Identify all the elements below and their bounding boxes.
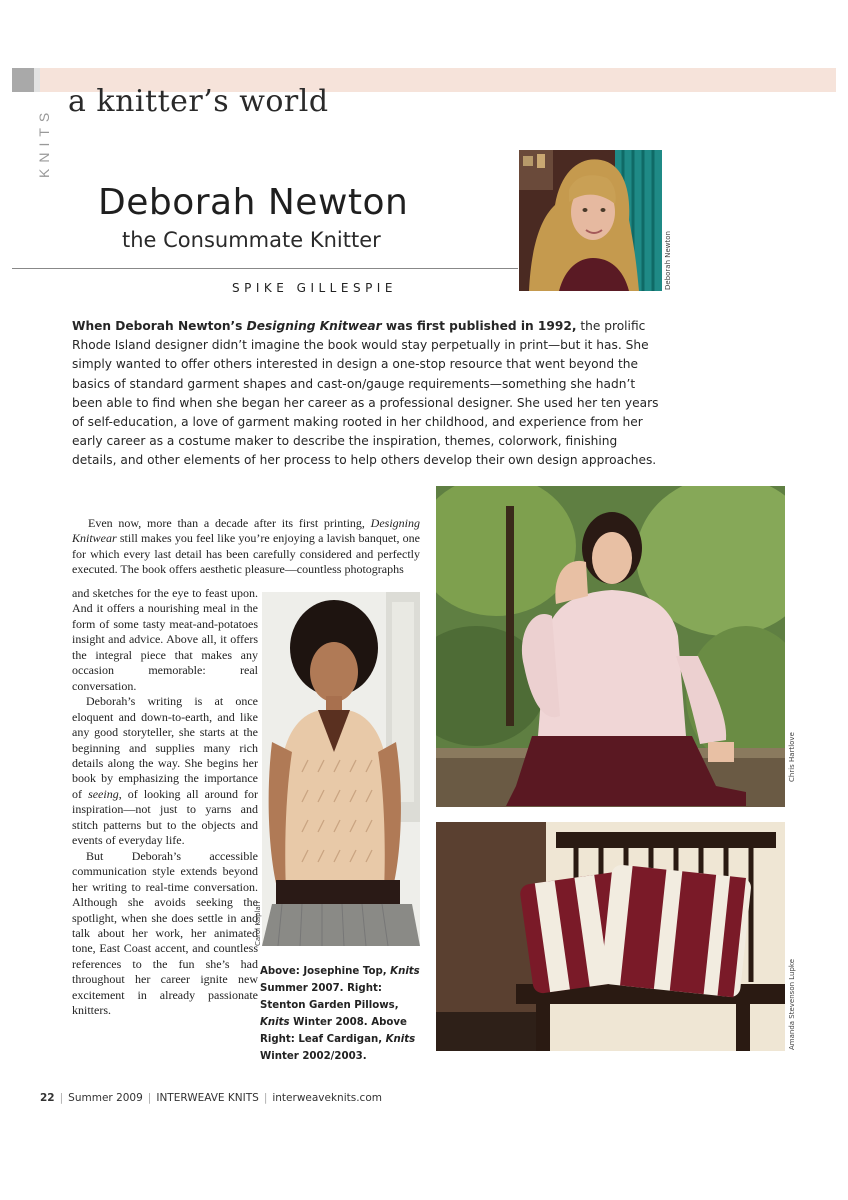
body-p1-b: still makes you feel like you’re enjoying a lavish banquet, one for which every last detail has been carefully considered and perfectly executed. The book offers aesthetic pleasure—countless photographs [72,531,420,577]
footer-separator: | [263,1092,268,1104]
leaf-cardigan-illustration [436,486,785,807]
title-divider [12,268,518,269]
body-p1-c: and sketches for the eye to feast upon. And it offers a nourishing meal in the form of some tasty meat-and-potatoes insight and advice. Above all, it offers the integral piece that makes any occasion memorable: real conversation. [72,586,258,693]
leaf-credit: Chris Hartlove [788,732,796,782]
caption-part-a: Above: Josephine Top, [260,966,391,977]
footer-magazine: INTERWEAVE KNITS [156,1092,259,1104]
photo-caption [260,963,428,1065]
body-p1-italic: Designing Knitwear [72,516,420,546]
caption-italic-b: Knits [260,1017,290,1028]
josephine-credit: Carol Kaplan [254,901,262,946]
body-p1-a: Even now, more than a decade after its first printing, [88,516,371,530]
footer-separator: | [147,1092,152,1104]
intro-lead-1: When Deborah Newton’s [72,319,247,333]
page-number: 22 [40,1092,55,1104]
footer-issue: Summer 2009 [68,1092,143,1104]
caption-italic-a: Knits [390,966,420,977]
pillows-illustration [436,822,785,1051]
josephine-illustration [262,592,420,946]
caption-part-b: Summer 2007. Right: Stenton Garden Pillows, [260,983,399,1011]
body-p2-a: Deborah’s writing is at once eloquent and down-to-earth, and like any good storyteller, she starts at the beginning and supplies many rich details along the way. She begins her book by emphasizing the importance of [72,694,258,801]
page-footer [40,1092,382,1104]
intro-lead-2: was first published in 1992, [381,319,577,333]
footer-separator: | [59,1092,64,1104]
intro-paragraph [72,317,664,471]
body-text-column [72,586,258,1019]
body-paragraph-1a [72,516,420,578]
caption-italic-c: Knits [385,1034,416,1045]
article-subtitle: the Consummate Knitter [122,228,381,252]
header-square-dark [12,68,34,92]
garden-pillows-photo [436,822,785,1051]
side-label-text: KNITS [36,106,52,178]
section-title: a knitter’s world [68,84,329,119]
intro-rest: the prolific Rhode Island designer didn’t imagine the book would stay perpetually in print—but it has. She simply wanted to offer others interested in design a one-stop resource that went beyond the basics of standard garment shapes and cast-on/gauge requirements—something she hadn’t been able to find when she began her career as a professional designer. She used her ten years of self-education, a love of garment making rooted in her childhood, and experience from her early career as a costume maker to describe the inspiration, themes, colorwork, finishing details, and other elements of her process to help others develop their own design approaches. [72,319,659,468]
byline: SPIKE GILLESPIE [232,281,397,295]
side-label [30,100,62,178]
footer-url: interweaveknits.com [272,1092,382,1104]
caption-part-c: Winter 2008. Above Right: Leaf Cardigan, [260,1017,407,1045]
caption-part-d: Winter 2002/2003. [260,1051,367,1062]
intro-lead-title: Designing Knitwear [246,319,382,333]
portrait-photo [519,150,662,291]
leaf-cardigan-photo [436,486,785,807]
body-p2-b: , of looking all around for inspiration—not just to yarns and stitch patterns but to the objects and events of everyday life. [72,786,258,848]
portrait-illustration [519,150,662,291]
portrait-credit: Deborah Newton [664,231,672,290]
pillows-credit: Amanda Stevenson Lupke [788,958,796,1050]
josephine-top-photo [262,592,420,946]
article-title: Deborah Newton [98,182,409,223]
body-paragraph-2 [72,694,258,849]
body-paragraph-3: But Deborah’s accessible communication style extends beyond her writing to real-time conversation. Although she avoids seeking the spotlight, when she does settle in and talk about her work, her animated tone, East Coast accent, and countless references to the fun she’s had throughout her career ignite new excitement in already passionate knitters. [72,848,258,1018]
body-p2-italic: seeing [88,786,119,801]
body-text-top [72,516,420,578]
